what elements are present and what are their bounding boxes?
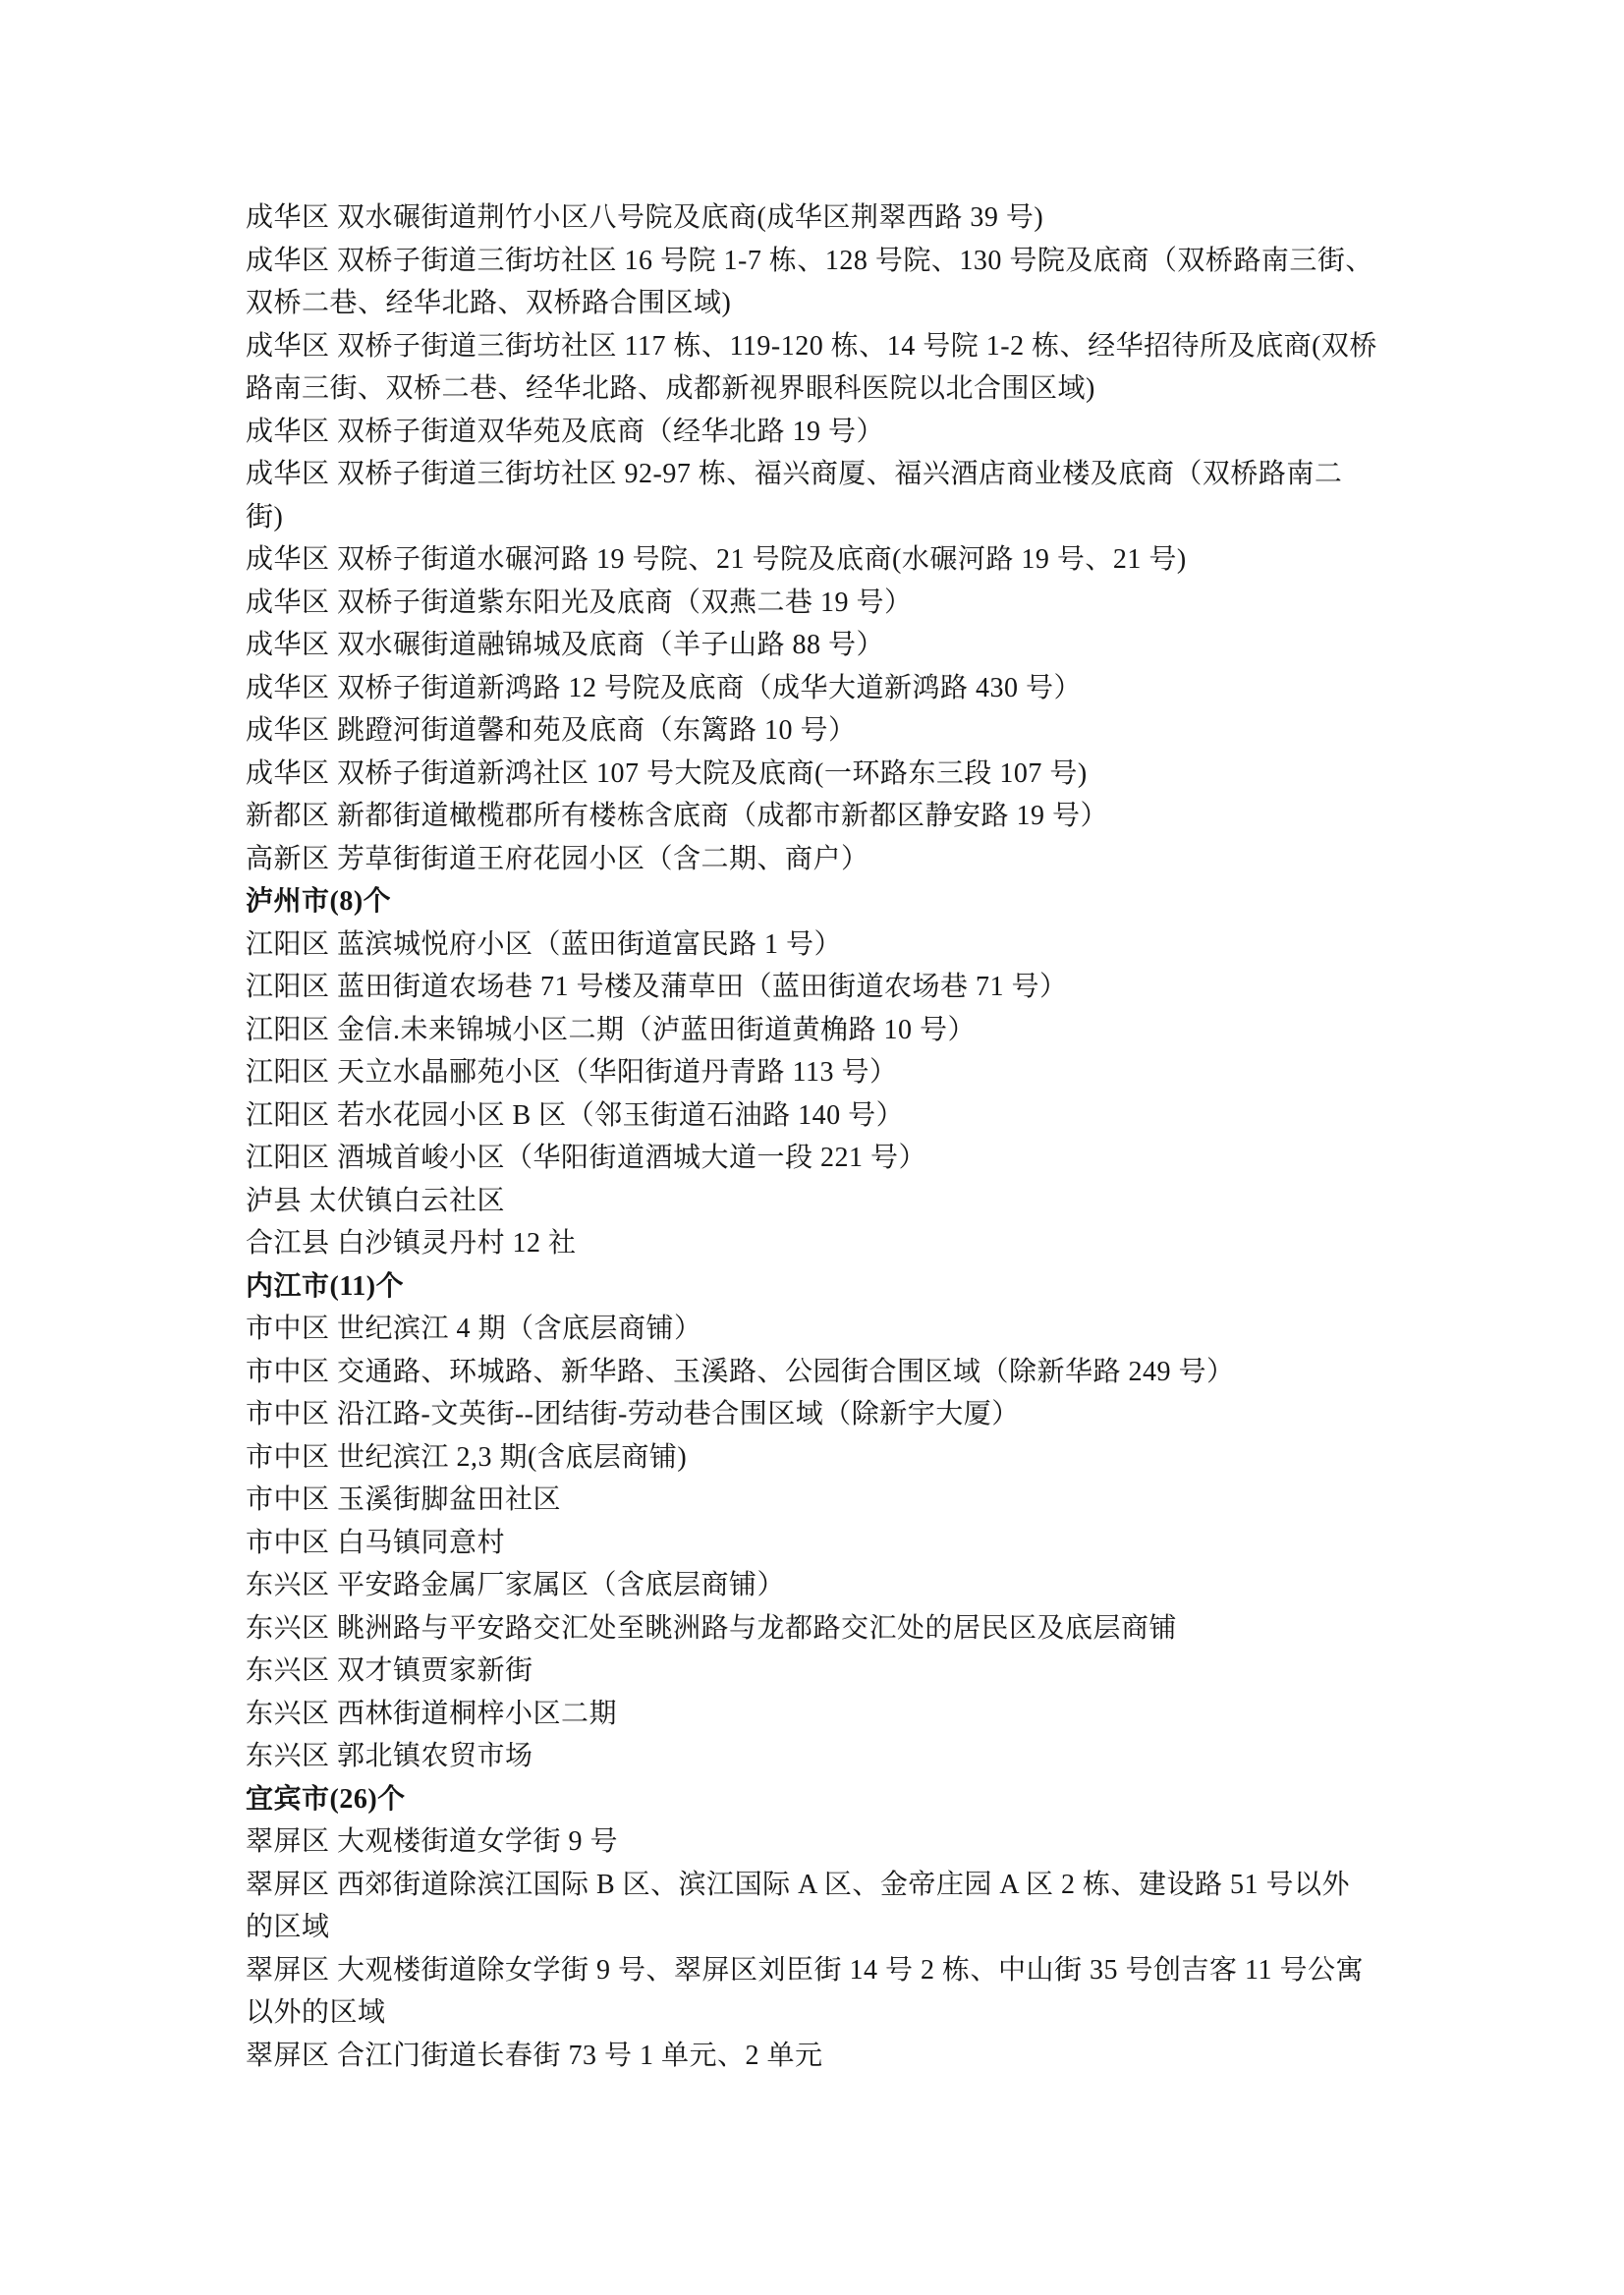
area-entry: 成华区 双桥子街道水碾河路 19 号院、21 号院及底商(水碾河路 19 号、21 号) <box>246 544 1187 575</box>
area-entry: 江阳区 蓝滨城悦府小区（蓝田街道富民路 1 号） <box>246 928 843 960</box>
area-entry-continuation: 街) <box>246 501 284 532</box>
area-entry: 东兴区 眺洲路与平安路交汇处至眺洲路与龙都路交汇处的居民区及底层商铺 <box>246 1612 1178 1644</box>
area-entry: 新都区 新都街道橄榄郡所有楼栋含底商（成都市新都区静安路 19 号） <box>246 801 1109 831</box>
area-entry: 东兴区 双才镇贾家新街 <box>246 1655 533 1686</box>
area-entry: 合江县 白沙镇灵丹村 12 社 <box>246 1228 577 1259</box>
area-entry: 江阳区 蓝田街道农场巷 71 号楼及蒲草田（蓝田街道农场巷 71 号） <box>246 972 1068 1002</box>
area-entry: 高新区 芳草街街道王府花园小区（含二期、商户） <box>246 843 869 874</box>
area-entry: 江阳区 天立水晶郦苑小区（华阳街道丹青路 113 号） <box>246 1057 898 1088</box>
area-entry: 东兴区 郭北镇农贸市场 <box>246 1741 533 1771</box>
area-entry: 成华区 双桥子街道双华苑及底商（经华北路 19 号） <box>246 416 885 447</box>
area-entry: 翠屏区 西郊街道除滨江国际 B 区、滨江国际 A 区、金帝庄园 A 区 2 栋、建设路 51 号以外 <box>246 1869 1351 1900</box>
area-entry: 成华区 双桥子街道新鸿路 12 号院及底商（成华大道新鸿路 430 号） <box>246 672 1083 703</box>
area-entry-continuation: 以外的区域 <box>246 1997 386 2028</box>
area-entry: 成华区 双水碾街道荆竹小区八号院及底商(成华区荆翠西路 39 号) <box>246 202 1044 233</box>
area-entry: 成华区 双桥子街道三街坊社区 16 号院 1-7 栋、128 号院、130 号院及底商（双桥路南三街、 <box>246 245 1373 276</box>
area-entry-continuation: 的区域 <box>246 1912 330 1942</box>
area-entry: 市中区 交通路、环城路、新华路、玉溪路、公园街合围区域（除新华路 249 号） <box>246 1356 1235 1387</box>
city-section-header: 宜宾市(26)个 <box>246 1783 406 1815</box>
risk-area-list <box>246 196 1434 2077</box>
area-entry: 成华区 双桥子街道三街坊社区 117 栋、119-120 栋、14 号院 1-2 栋、经华招待所及底商(双桥 <box>246 330 1377 362</box>
area-entry: 市中区 白马镇同意村 <box>246 1527 506 1558</box>
area-entry: 翠屏区 大观楼街道除女学街 9 号、翠屏区刘臣街 14 号 2 栋、中山街 35 号创吉客 11 号公寓 <box>246 1954 1364 1986</box>
area-entry: 江阳区 金信.未来锦城小区二期（泸蓝田街道黄桷路 10 号） <box>246 1014 977 1045</box>
area-entry: 江阳区 酒城首峻小区（华阳街道酒城大道一段 221 号） <box>246 1143 927 1173</box>
area-entry: 成华区 双水碾街道融锦城及底商（羊子山路 88 号） <box>246 630 885 660</box>
area-entry: 市中区 世纪滨江 2,3 期(含底层商铺) <box>246 1441 688 1473</box>
area-entry: 东兴区 平安路金属厂家属区（含底层商铺） <box>246 1570 786 1600</box>
area-entry: 泸县 太伏镇白云社区 <box>246 1185 506 1216</box>
city-section-header: 内江市(11)个 <box>246 1270 405 1302</box>
area-entry: 成华区 跳蹬河街道馨和苑及底商（东篱路 10 号） <box>246 715 857 746</box>
area-entry: 市中区 世纪滨江 4 期（含底层商铺） <box>246 1314 702 1344</box>
area-entry: 江阳区 若水花园小区 B 区（邻玉街道石油路 140 号） <box>246 1099 905 1131</box>
area-entry: 成华区 双桥子街道紫东阳光及底商（双燕二巷 19 号） <box>246 587 913 618</box>
area-entry-continuation: 路南三街、双桥二巷、经华北路、成都新视界眼科医院以北合围区域) <box>246 373 1095 404</box>
area-entry: 市中区 玉溪街脚盆田社区 <box>246 1484 562 1515</box>
area-entry: 成华区 双桥子街道三街坊社区 92-97 栋、福兴商厦、福兴酒店商业楼及底商（双桥路南二 <box>246 459 1343 489</box>
area-entry: 成华区 双桥子街道新鸿社区 107 号大院及底商(一环路东三段 107 号) <box>246 757 1088 789</box>
area-entry: 翠屏区 合江门街道长春街 73 号 1 单元、2 单元 <box>246 2040 823 2071</box>
area-entry-continuation: 双桥二巷、经华北路、双桥路合围区域) <box>246 288 732 318</box>
area-entry: 东兴区 西林街道桐梓小区二期 <box>246 1698 618 1729</box>
area-entry: 翠屏区 大观楼街道女学街 9 号 <box>246 1826 619 1857</box>
city-section-header: 泸州市(8)个 <box>246 886 392 917</box>
area-entry: 市中区 沿江路-文英街--团结街-劳动巷合围区域（除新宇大厦） <box>246 1399 1020 1429</box>
